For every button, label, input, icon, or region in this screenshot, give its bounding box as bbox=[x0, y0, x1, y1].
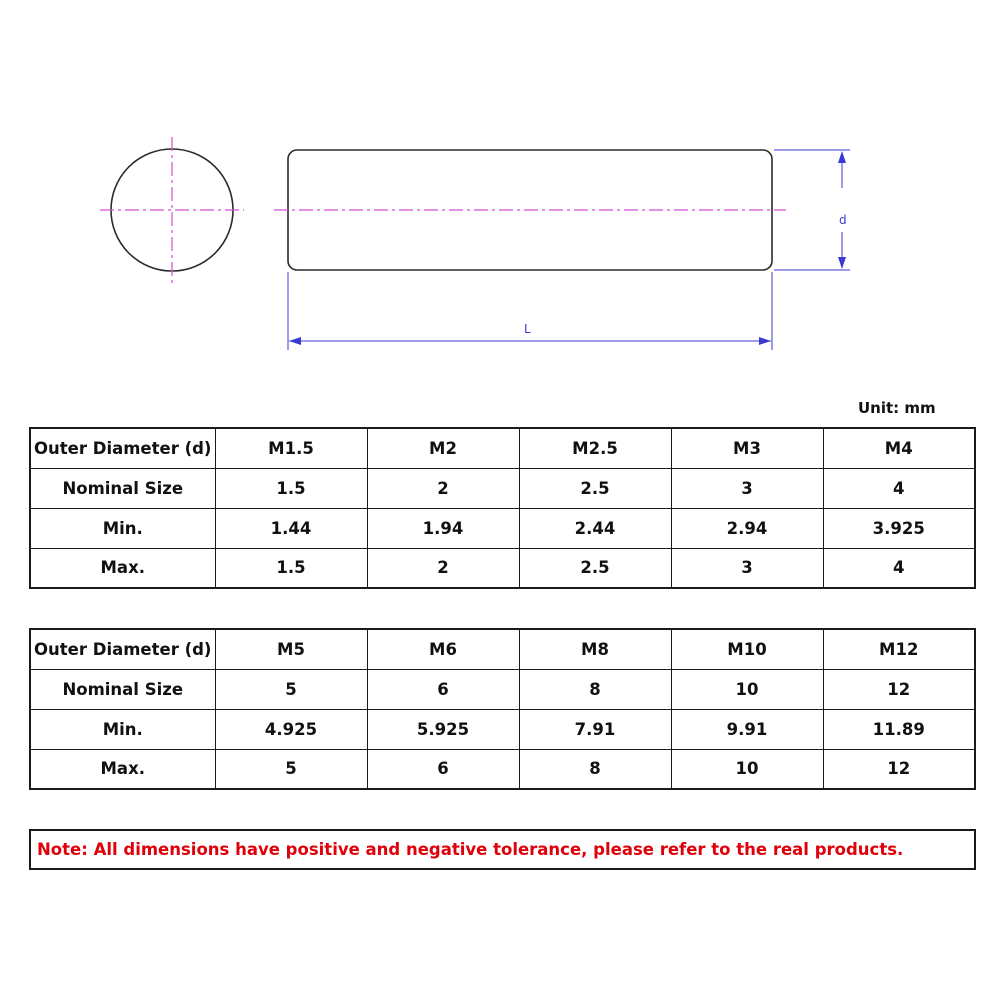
table-cell: M4 bbox=[823, 428, 975, 468]
table-cell: 1.5 bbox=[215, 548, 367, 588]
table-cell: M10 bbox=[671, 629, 823, 669]
row-header: Nominal Size bbox=[30, 468, 215, 508]
table-cell: 8 bbox=[519, 749, 671, 789]
row-header: Max. bbox=[30, 548, 215, 588]
row-header: Outer Diameter (d) bbox=[30, 629, 215, 669]
table-row bbox=[30, 468, 975, 508]
length-label: L bbox=[524, 322, 531, 336]
table-cell: 2.5 bbox=[519, 548, 671, 588]
table-cell: 2.44 bbox=[519, 508, 671, 548]
diameter-arrow-top bbox=[838, 151, 846, 163]
table-cell: 6 bbox=[367, 749, 519, 789]
table-cell: 12 bbox=[823, 669, 975, 709]
table-cell: 3 bbox=[671, 468, 823, 508]
table-cell: 5 bbox=[215, 669, 367, 709]
table-cell: M1.5 bbox=[215, 428, 367, 468]
length-arrow-left bbox=[289, 337, 301, 345]
table-cell: 3 bbox=[671, 548, 823, 588]
table-cell: M2 bbox=[367, 428, 519, 468]
table-cell: 2 bbox=[367, 548, 519, 588]
table-cell: M6 bbox=[367, 629, 519, 669]
table-cell: M8 bbox=[519, 629, 671, 669]
table-cell: 4 bbox=[823, 548, 975, 588]
length-arrow-right bbox=[759, 337, 771, 345]
note-text: Note: All dimensions have positive and negative tolerance, please refer to the real products. bbox=[37, 840, 904, 859]
table-row bbox=[30, 749, 975, 789]
table-cell: 2.94 bbox=[671, 508, 823, 548]
table-cell: 2 bbox=[367, 468, 519, 508]
table-cell: M5 bbox=[215, 629, 367, 669]
row-header: Nominal Size bbox=[30, 669, 215, 709]
table-cell: 6 bbox=[367, 669, 519, 709]
table-row bbox=[30, 548, 975, 588]
pin-technical-drawing bbox=[0, 0, 1000, 380]
table-cell: 10 bbox=[671, 749, 823, 789]
table-row bbox=[30, 508, 975, 548]
table-cell: 1.44 bbox=[215, 508, 367, 548]
note-box bbox=[29, 829, 976, 870]
unit-label: Unit: mm bbox=[858, 399, 936, 417]
table-cell: 5.925 bbox=[367, 709, 519, 749]
table-cell: 4.925 bbox=[215, 709, 367, 749]
table-cell: M2.5 bbox=[519, 428, 671, 468]
size-table-2 bbox=[29, 628, 976, 790]
table-cell: 2.5 bbox=[519, 468, 671, 508]
table-cell: 11.89 bbox=[823, 709, 975, 749]
table-cell: 3.925 bbox=[823, 508, 975, 548]
table-cell: 7.91 bbox=[519, 709, 671, 749]
table-cell: 9.91 bbox=[671, 709, 823, 749]
table-cell: M12 bbox=[823, 629, 975, 669]
table-cell: 1.94 bbox=[367, 508, 519, 548]
table-cell: 1.5 bbox=[215, 468, 367, 508]
table-cell: 4 bbox=[823, 468, 975, 508]
table-cell: 8 bbox=[519, 669, 671, 709]
row-header: Outer Diameter (d) bbox=[30, 428, 215, 468]
table-row bbox=[30, 428, 975, 468]
table-cell: 5 bbox=[215, 749, 367, 789]
size-table-1 bbox=[29, 427, 976, 589]
diameter-label: d bbox=[839, 213, 847, 227]
diameter-arrow-bottom bbox=[838, 257, 846, 269]
table-row bbox=[30, 629, 975, 669]
table-cell: M3 bbox=[671, 428, 823, 468]
table-row bbox=[30, 709, 975, 749]
row-header: Min. bbox=[30, 508, 215, 548]
table-row bbox=[30, 669, 975, 709]
row-header: Min. bbox=[30, 709, 215, 749]
table-cell: 12 bbox=[823, 749, 975, 789]
table-cell: 10 bbox=[671, 669, 823, 709]
row-header: Max. bbox=[30, 749, 215, 789]
